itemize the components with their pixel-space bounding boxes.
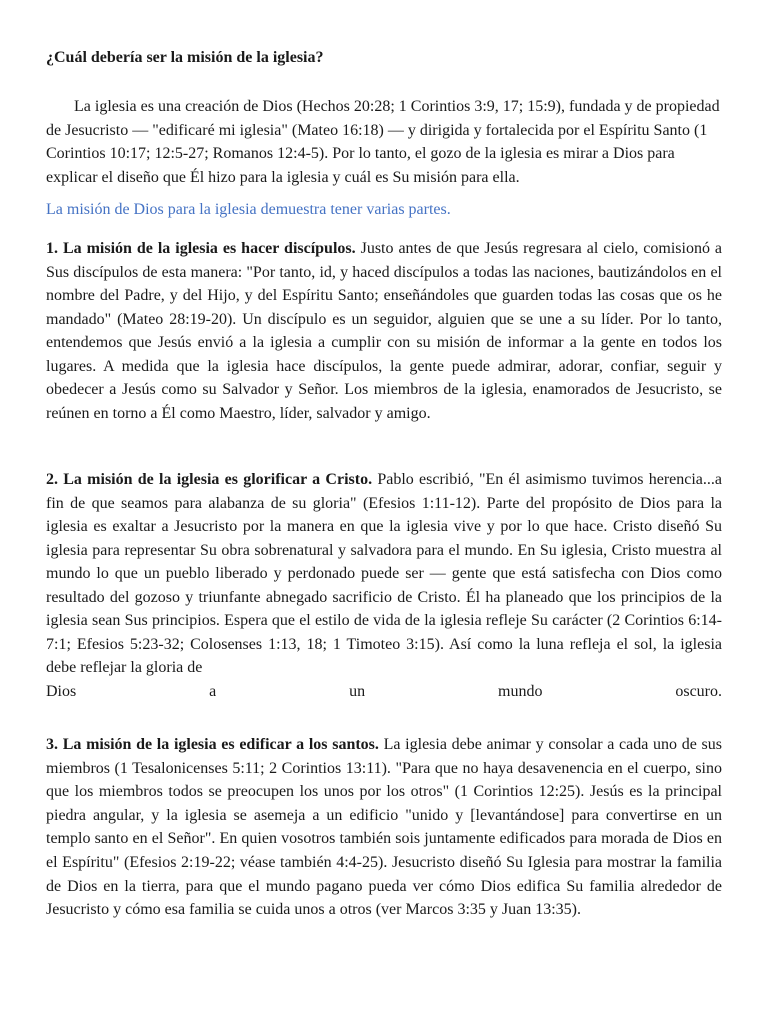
section-2-last-line: Dios a un mundo oscuro.: [46, 682, 722, 700]
subheading: La misión de Dios para la iglesia demuestra tener varias partes.: [46, 201, 451, 218]
section-2: [46, 468, 722, 703]
section-1-body: Justo antes de que Jesús regresara al cielo, comisionó a Sus discípulos de esta manera: "Por tanto, id, y haced discípulos a todas las naciones, bautizándolos en el nombre del Padre, y del Hijo, y del Espíritu Santo; enseñándoles que guarden todas las cosas que os he mandado" (Mateo 28:19-20). Un discípulo es un seguidor, alguien que se une a su líder. Por lo tanto, entendemos que Jesús envió a la iglesia a cumplir con su misión de informar a la gente en todos los lugares. A medida que la iglesia hace discípulos, la gente puede admirar, adorar, confiar, seguir y obedecer a Jesús como su Salvador y Señor. Los miembros de la iglesia, enamorados de Jesucristo, se reúnen en torno a Él como Maestro, líder, salvador y amigo.: [46, 240, 723, 422]
section-2-body: Pablo escribió, "En él asimismo tuvimos herencia...a fin de que seamos para alabanza de su gloria" (Efesios 1:11-12). Parte del propósito de Dios para la iglesia es exaltar a Jesucristo por la manera en que la iglesia vive y por lo que hace. Cristo diseñó Su iglesia para representar Su obra sobrenatural y salvadora para el mundo. En Su iglesia, Cristo muestra al mundo lo que un pueblo liberado y perdonado puede ser — gente que está satisfecha con Dios como resultado del gozoso y triunfante abnegado sacrificio de Cristo. Él ha planeado que los principios de la iglesia sean Sus principios. Espera que el estilo de vida de la iglesia refleje Su carácter (2 Corintios 6:14-7:1; Efesios 5:23-32; Colosenses 1:13, 18; 1 Timoteo 3:15). Así como la luna refleja el sol, la iglesia debe reflejar la gloria de: [46, 471, 723, 676]
section-1: [46, 237, 722, 425]
section-3-body: La iglesia debe animar y consolar a cada uno de sus miembros (1 Tesalonicenses 5:11; 2 Corintios 13:11). "Para que no haya desavenencia en el cuerpo, sino que los miembros todos se preocupen los unos por los otros" (1 Corintios 12:25). Jesús es la principal piedra angular, y la iglesia se asemeja a un edificio "unido y [levantándose] para convertirse en un templo santo en el Señor". En quien vosotros también sois juntamente edificados para morada de Dios en el Espíritu" (Efesios 2:19-22; véase también 4:4-25). Jesucristo diseñó Su Iglesia para mostrar la familia de Dios en la tierra, para que el mundo pagano pueda ver cómo Dios edifica Su familia alrededor de Jesucristo y cómo esa familia se cuida unos a otros (ver Marcos 3:35 y Juan 13:35).: [46, 736, 722, 919]
page-title: ¿Cuál debería ser la misión de la iglesia?: [46, 49, 324, 66]
section-3: [46, 733, 722, 922]
section-1-heading: 1. La misión de la iglesia es hacer discípulos.: [46, 240, 356, 257]
section-2-heading: 2. La misión de la iglesia es glorificar a Cristo.: [46, 471, 373, 488]
section-3-heading: 3. La misión de la iglesia es edificar a los santos.: [46, 736, 379, 753]
intro-paragraph: La iglesia es una creación de Dios (Hechos 20:28; 1 Corintios 3:9, 17; 15:9), fundada y de propiedad de Jesucristo — "edificaré mi iglesia" (Mateo 16:18) — y dirigida y fortalecida por el Espíritu Santo (1 Corintios 10:17; 12:5-27; Romanos 12:4-5). Por lo tanto, el gozo de la iglesia es mirar a Dios para explicar el diseño que Él hizo para la iglesia y cuál es Su misión para ella.: [46, 98, 720, 187]
